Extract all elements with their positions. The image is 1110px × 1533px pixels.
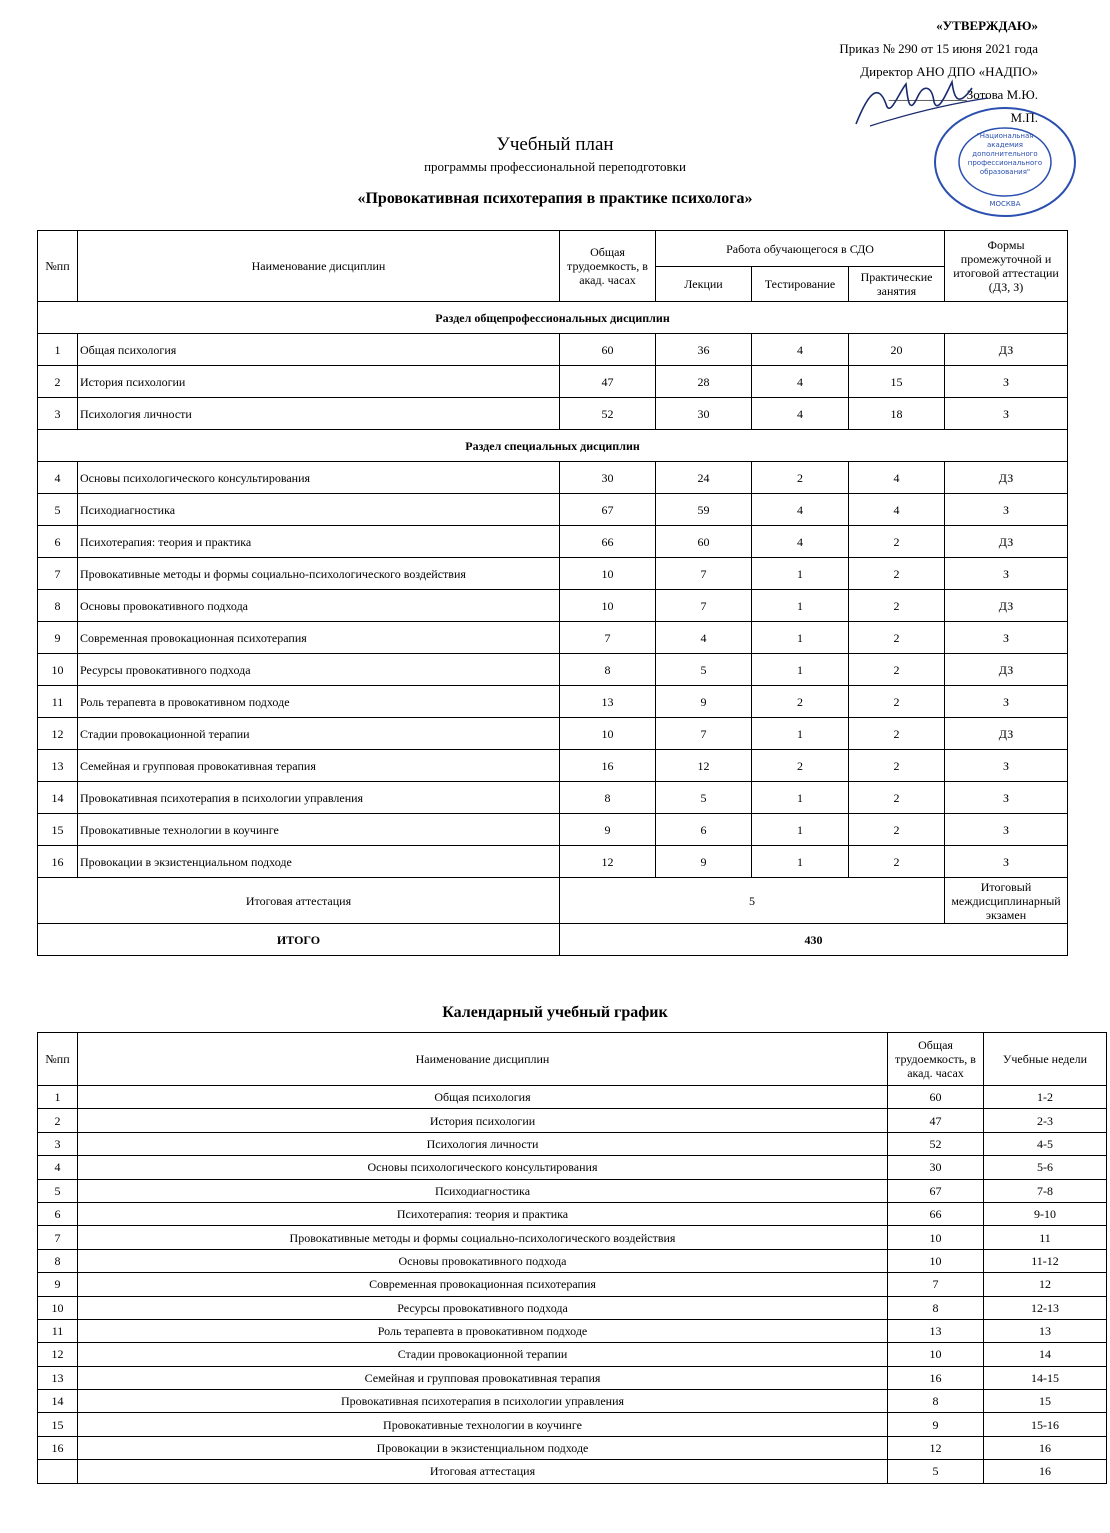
study-weeks: 12 [984,1273,1107,1296]
table-row [38,814,1068,846]
total-hours: 16 [888,1366,984,1389]
discipline-name: Общая психология [78,1086,888,1109]
discipline-name: Основы провокативного подхода [78,1249,888,1272]
schedule-row [38,1202,1107,1225]
row-number: 14 [38,782,78,814]
approval-name-line: ____________Зотова М.Ю. [888,87,1038,102]
testing-hours: 1 [752,782,849,814]
row-number: 16 [38,846,78,878]
stamp-line-3: дополнительного [972,150,1038,158]
row-number: 2 [38,1109,78,1132]
practice-hours: 2 [849,782,945,814]
total-hours: 10 [560,558,656,590]
attestation-form: З [945,366,1068,398]
total-hours: 60 [560,334,656,366]
schedule-row [38,1296,1107,1319]
lecture-hours: 9 [656,686,752,718]
sched-col-name: Наименование дисциплин [78,1033,888,1086]
attestation-form: ДЗ [945,462,1068,494]
col-name: Наименование дисциплин [78,231,560,302]
lecture-hours: 24 [656,462,752,494]
discipline-name: Провокации в экзистенциальном подходе [78,846,560,878]
col-lectures: Лекции [656,267,752,302]
discipline-name: Основы провокативного подхода [78,590,560,622]
study-weeks: 5-6 [984,1156,1107,1179]
lecture-hours: 36 [656,334,752,366]
row-number: 1 [38,1086,78,1109]
table-row [38,590,1068,622]
study-weeks: 2-3 [984,1109,1107,1132]
total-hours: 10 [888,1226,984,1249]
table-row [38,334,1068,366]
total-hours: 13 [888,1319,984,1342]
row-number: 13 [38,750,78,782]
discipline-name: История психологии [78,1109,888,1132]
total-hours: 16 [560,750,656,782]
study-weeks: 1-2 [984,1086,1107,1109]
discipline-name: Стадии провокационной терапии [78,718,560,750]
study-weeks: 11-12 [984,1249,1107,1272]
total-hours: 47 [560,366,656,398]
lecture-hours: 9 [656,846,752,878]
final-attestation-hours: 5 [560,878,945,924]
discipline-name: Основы психологического консультирования [78,462,560,494]
practice-hours: 18 [849,398,945,430]
discipline-name: Семейная и групповая провокативная терапия [78,750,560,782]
lecture-hours: 7 [656,718,752,750]
attestation-form: ДЗ [945,334,1068,366]
schedule-row [38,1319,1107,1342]
discipline-name: Семейная и групповая провокативная терапия [78,1366,888,1389]
table-row [38,846,1068,878]
discipline-name: Итоговая аттестация [78,1460,888,1483]
total-hours: 9 [888,1413,984,1436]
seal-label: М.П. [1010,110,1038,125]
section-title: Раздел общепрофессиональных дисциплин [38,302,1068,334]
row-number: 7 [38,558,78,590]
total-hours: 66 [888,1202,984,1225]
row-number: 2 [38,366,78,398]
study-weeks: 16 [984,1460,1107,1483]
practice-hours: 2 [849,590,945,622]
practice-hours: 2 [849,750,945,782]
total-hours: 10 [888,1343,984,1366]
discipline-name: Современная провокационная психотерапия [78,1273,888,1296]
stamp-line-5: образования" [979,168,1031,176]
total-hours: 9 [560,814,656,846]
study-weeks: 16 [984,1436,1107,1459]
approval-name: Зотова М.Ю. [966,87,1038,102]
lecture-hours: 28 [656,366,752,398]
testing-hours: 1 [752,622,849,654]
discipline-name: Провокативная психотерапия в психологии управления [78,782,560,814]
row-number: 4 [38,462,78,494]
attestation-form: ДЗ [945,718,1068,750]
schedule-table [37,1032,1107,1484]
total-hours: 30 [888,1156,984,1179]
attestation-form: З [945,750,1068,782]
lecture-hours: 60 [656,526,752,558]
total-hours: 52 [888,1132,984,1155]
row-number: 11 [38,686,78,718]
sched-col-num: №пп [38,1033,78,1086]
discipline-name: Провокативные технологии в коучинге [78,1413,888,1436]
row-number: 3 [38,1132,78,1155]
schedule-row [38,1390,1107,1413]
row-number: 5 [38,494,78,526]
approval-position: Директор АНО ДПО «НАДПО» [860,64,1038,79]
row-number: 13 [38,1366,78,1389]
discipline-name: Психодиагностика [78,1179,888,1202]
lecture-hours: 5 [656,782,752,814]
final-attestation-form: Итоговый междисциплинарный экзамен [945,878,1068,924]
study-weeks: 9-10 [984,1202,1107,1225]
practice-hours: 2 [849,654,945,686]
table-row [38,398,1068,430]
schedule-row [38,1343,1107,1366]
sched-col-total: Общая трудоемкость, в акад. часах [888,1033,984,1086]
row-number: 11 [38,1319,78,1342]
sched-col-weeks: Учебные недели [984,1033,1107,1086]
row-number: 1 [38,334,78,366]
approval-order: Приказ № 290 от 15 июня 2021 года [839,41,1038,56]
attestation-form: ДЗ [945,654,1068,686]
curriculum-table [37,230,1068,956]
approval-title: «УТВЕРЖДАЮ» [936,18,1038,33]
row-number: 3 [38,398,78,430]
row-number: 6 [38,1202,78,1225]
testing-hours: 1 [752,718,849,750]
schedule-title: Календарный учебный график [442,1004,668,1021]
testing-hours: 1 [752,814,849,846]
practice-hours: 2 [849,814,945,846]
stamp-line-1: "Национальная [976,132,1034,140]
testing-hours: 4 [752,366,849,398]
table-row [38,558,1068,590]
total-hours: 52 [560,398,656,430]
table-row [38,654,1068,686]
discipline-name: Ресурсы провокативного подхода [78,654,560,686]
schedule-row [38,1460,1107,1483]
practice-hours: 2 [849,846,945,878]
col-practice: Практические занятия [849,267,945,302]
table-row [38,718,1068,750]
study-weeks: 12-13 [984,1296,1107,1319]
stamp-line-4: профессионального [967,159,1043,167]
discipline-name: Провокативные технологии в коучинге [78,814,560,846]
total-hours: 67 [888,1179,984,1202]
study-weeks: 13 [984,1319,1107,1342]
row-number: 5 [38,1179,78,1202]
total-row [38,924,1068,956]
study-weeks: 15 [984,1390,1107,1413]
total-hours: 8 [888,1296,984,1319]
final-attestation-row [38,878,1068,924]
attestation-form: ДЗ [945,526,1068,558]
practice-hours: 2 [849,526,945,558]
col-forms: Формы промежуточной и итоговой аттестации (ДЗ, З) [945,231,1068,302]
table-row [38,782,1068,814]
plan-title: Учебный план [496,134,614,155]
row-number: 15 [38,814,78,846]
practice-hours: 2 [849,718,945,750]
attestation-form: З [945,846,1068,878]
study-weeks: 14-15 [984,1366,1107,1389]
table-row [38,366,1068,398]
discipline-name: Провокативная психотерапия в психологии управления [78,1390,888,1413]
discipline-name: Роль терапевта в провокативном подходе [78,686,560,718]
row-number: 16 [38,1436,78,1459]
testing-hours: 1 [752,846,849,878]
row-number: 6 [38,526,78,558]
stamp-line-2: академия [987,141,1023,149]
testing-hours: 1 [752,558,849,590]
row-number: 12 [38,718,78,750]
schedule-row [38,1413,1107,1436]
discipline-name: Современная провокационная психотерапия [78,622,560,654]
testing-hours: 4 [752,398,849,430]
col-work-group: Работа обучающегося в СДО [656,231,945,267]
total-hours: 12 [888,1436,984,1459]
row-number: 4 [38,1156,78,1179]
practice-hours: 20 [849,334,945,366]
total-hours: 8 [560,782,656,814]
practice-hours: 4 [849,462,945,494]
table-row [38,750,1068,782]
attestation-form: З [945,398,1068,430]
discipline-name: История психологии [78,366,560,398]
col-testing: Тестирование [752,267,849,302]
total-hours: 10 [888,1249,984,1272]
section-title: Раздел специальных дисциплин [38,430,1068,462]
total-hours: 47 [888,1109,984,1132]
attestation-form: З [945,622,1068,654]
attestation-form: ДЗ [945,590,1068,622]
program-title: «Провокативная психотерапия в практике психолога» [357,190,753,207]
schedule-row [38,1436,1107,1459]
row-number [38,1460,78,1483]
lecture-hours: 59 [656,494,752,526]
schedule-row [38,1366,1107,1389]
lecture-hours: 12 [656,750,752,782]
schedule-row [38,1132,1107,1155]
lecture-hours: 6 [656,814,752,846]
discipline-name: Психология личности [78,398,560,430]
schedule-row [38,1109,1107,1132]
study-weeks: 14 [984,1343,1107,1366]
discipline-name: Провокативные методы и формы социально-психологического воздействия [78,558,560,590]
row-number: 8 [38,1249,78,1272]
total-hours: 60 [888,1086,984,1109]
discipline-name: Ресурсы провокативного подхода [78,1296,888,1319]
discipline-name: Провокативные методы и формы социально-психологического воздействия [78,1226,888,1249]
attestation-form: З [945,686,1068,718]
attestation-form: З [945,814,1068,846]
row-number: 8 [38,590,78,622]
col-total: Общая трудоемкость, в акад. часах [560,231,656,302]
discipline-name: Общая психология [78,334,560,366]
total-hours: 7 [560,622,656,654]
practice-hours: 2 [849,622,945,654]
testing-hours: 2 [752,462,849,494]
table-row [38,526,1068,558]
total-hours: 10 [560,590,656,622]
discipline-name: Психодиагностика [78,494,560,526]
row-number: 10 [38,654,78,686]
practice-hours: 15 [849,366,945,398]
schedule-row [38,1249,1107,1272]
study-weeks: 15-16 [984,1413,1107,1436]
testing-hours: 4 [752,526,849,558]
study-weeks: 7-8 [984,1179,1107,1202]
total-hours: 13 [560,686,656,718]
testing-hours: 4 [752,494,849,526]
section-row [38,302,1068,334]
testing-hours: 1 [752,654,849,686]
discipline-name: Роль терапевта в провокативном подходе [78,1319,888,1342]
schedule-row [38,1156,1107,1179]
testing-hours: 4 [752,334,849,366]
row-number: 9 [38,622,78,654]
row-number: 10 [38,1296,78,1319]
practice-hours: 2 [849,686,945,718]
total-hours: 12 [560,846,656,878]
total-hours: 66 [560,526,656,558]
lecture-hours: 7 [656,590,752,622]
row-number: 9 [38,1273,78,1296]
study-weeks: 11 [984,1226,1107,1249]
practice-hours: 2 [849,558,945,590]
table-row [38,686,1068,718]
table-row [38,494,1068,526]
total-hours: 10 [560,718,656,750]
discipline-name: Психотерапия: теория и практика [78,1202,888,1225]
study-weeks: 4-5 [984,1132,1107,1155]
total-hours: 5 [888,1460,984,1483]
lecture-hours: 30 [656,398,752,430]
schedule-row [38,1273,1107,1296]
table-row [38,462,1068,494]
schedule-row [38,1179,1107,1202]
schedule-row [38,1226,1107,1249]
col-num: №пп [38,231,78,302]
lecture-hours: 4 [656,622,752,654]
lecture-hours: 7 [656,558,752,590]
attestation-form: З [945,782,1068,814]
row-number: 15 [38,1413,78,1436]
plan-subtitle: программы профессиональной переподготовки [424,159,686,174]
schedule-row [38,1086,1107,1109]
discipline-name: Психология личности [78,1132,888,1155]
attestation-form: З [945,558,1068,590]
testing-hours: 2 [752,750,849,782]
total-label: ИТОГО [38,924,560,956]
practice-hours: 4 [849,494,945,526]
testing-hours: 1 [752,590,849,622]
stamp-city: МОСКВА [989,200,1021,208]
lecture-hours: 5 [656,654,752,686]
table-row [38,622,1068,654]
final-attestation-label: Итоговая аттестация [38,878,560,924]
section-row [38,430,1068,462]
total-hours-value: 430 [560,924,1068,956]
attestation-form: З [945,494,1068,526]
row-number: 7 [38,1226,78,1249]
total-hours: 7 [888,1273,984,1296]
total-hours: 8 [888,1390,984,1413]
discipline-name: Основы психологического консультирования [78,1156,888,1179]
testing-hours: 2 [752,686,849,718]
total-hours: 67 [560,494,656,526]
total-hours: 30 [560,462,656,494]
row-number: 14 [38,1390,78,1413]
discipline-name: Психотерапия: теория и практика [78,526,560,558]
total-hours: 8 [560,654,656,686]
discipline-name: Провокации в экзистенциальном подходе [78,1436,888,1459]
row-number: 12 [38,1343,78,1366]
discipline-name: Стадии провокационной терапии [78,1343,888,1366]
